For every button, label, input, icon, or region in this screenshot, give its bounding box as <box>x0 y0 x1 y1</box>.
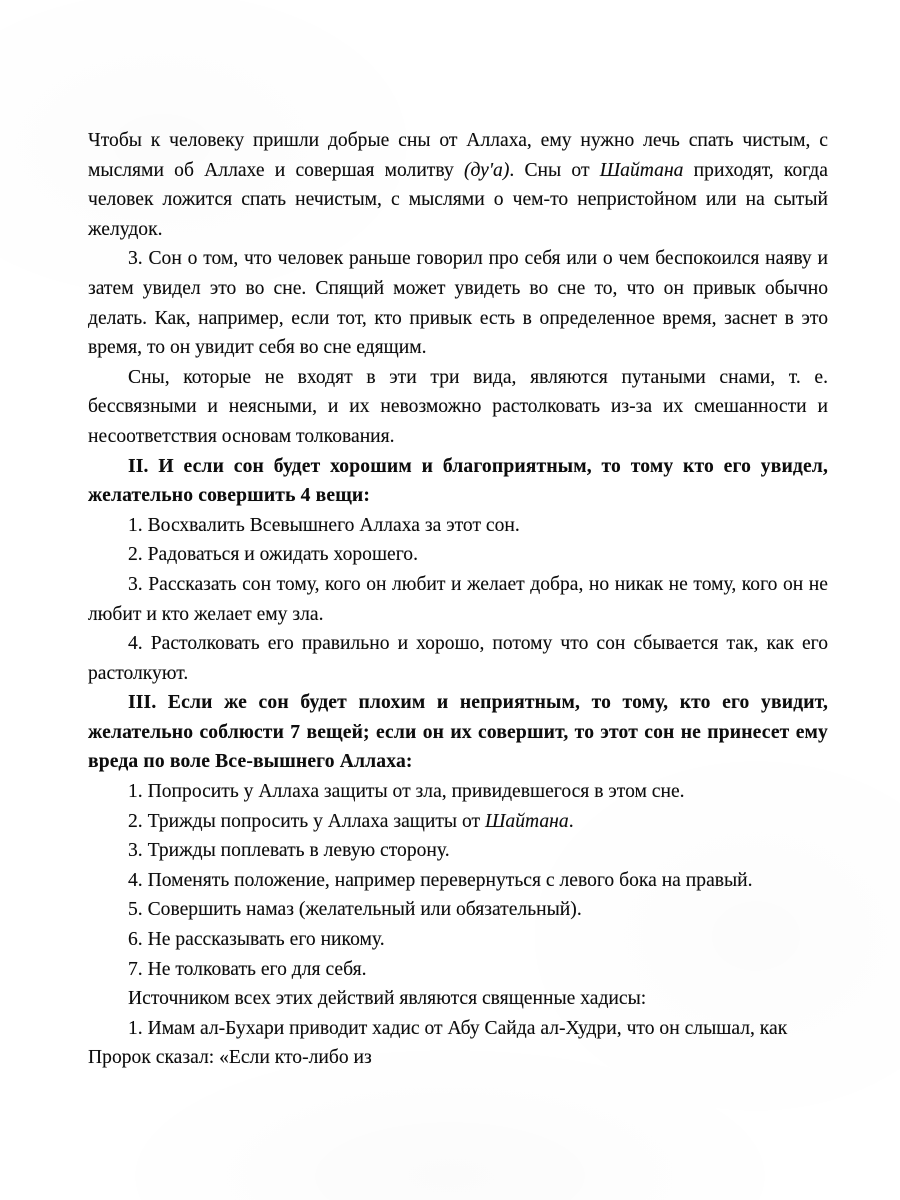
paragraph-continuation-tail: приходят, когда человек ложится спать нечистым, с мыслями о чем-то непристойном или на сытый желудок. <box>88 159 828 240</box>
paragraph-continuation-mid: . Сны от <box>509 159 600 181</box>
italic-term-dua: (ду'а) <box>463 159 510 181</box>
page-text-block <box>88 126 828 1073</box>
list-item-bad-6: 6. Не рассказывать его никому. <box>128 929 385 951</box>
list-item-bad-2-lead: 2. Трижды попросить у Аллаха защиты от <box>128 810 485 832</box>
list-item-good-2: 2. Радоваться и ожидать хорошего. <box>128 544 418 566</box>
list-item-bad-5: 5. Совершить намаз (желательный или обязательный). <box>128 899 582 921</box>
list-item-good-1: 1. Восхвалить Всевышнего Аллаха за этот сон. <box>128 514 520 536</box>
list-item-bad-2-tail: . <box>568 810 574 832</box>
heading-section-ii: II. И если сон будет хорошим и благоприятным, то тому кто его увидел, желательно совершить 4 вещи: <box>88 455 828 507</box>
list-item-good-3: 3. Рассказать сон тому, кого он любит и желает добра, но никак не тому, кого он не любит и кто желает ему зла. <box>88 573 828 625</box>
italic-term-shaytan-2: Шайтана <box>484 810 569 832</box>
italic-term-shaytan-1: Шайтана <box>599 159 684 181</box>
list-item-good-4: 4. Растолковать его правильно и хорошо, потому что сон сбывается так, как его растолкуют. <box>88 633 828 684</box>
paragraph-confused-dreams: Сны, которые не входят в эти три вида, являются путаными снами, т. е. бессвязными и неясными, и их невозможно растолковать из-за их смешанности и несоответствия основам толкования. <box>88 366 828 447</box>
list-item-bad-2 <box>88 807 828 837</box>
paragraph-continuation-lead: Чтобы к человеку пришли добрые сны от Аллаха, ему нужно лечь спать чистым, с мыслями об Аллахе и совершая молитву <box>88 130 828 181</box>
list-item-hadith-1: 1. Имам ал-Бухари приводит хадис от Абу Сайда ал-Худри, что он слышал, как Пророк сказал: «Если кто-либо из <box>88 1017 788 1069</box>
list-item-bad-7: 7. Не толковать его для себя. <box>128 958 367 980</box>
list-item-bad-3: 3. Трижды поплевать в левую сторону. <box>128 840 450 862</box>
paragraph-continuation <box>88 126 828 244</box>
list-item-bad-1: 1. Попросить у Аллаха защиты от зла, привидевшегося в этом сне. <box>128 781 685 803</box>
paragraph-dream-type-3: 3. Сон о том, что человек раньше говорил про себя или о чем беспокоился наяву и затем увидел это во сне. Спящий может увидеть во сне то, что он привык обычно делать. Как, например, если тот, кто привык есть в определенное время, заснет в это время, то он увидит себя во сне едящим. <box>88 248 828 359</box>
list-item-bad-4: 4. Поменять положение, например перевернуться с левого бока на правый. <box>128 869 753 891</box>
heading-section-iii: III. Если же сон будет плохим и неприятным, то тому, кто его увидит, желательно соблюсти 7 вещей; если он их совершит, то этот сон не принесет ему вреда по воле Все-вышнего Аллаха: <box>88 692 828 773</box>
paragraph-sources-intro: Источником всех этих действий являются священные хадисы: <box>128 988 647 1010</box>
